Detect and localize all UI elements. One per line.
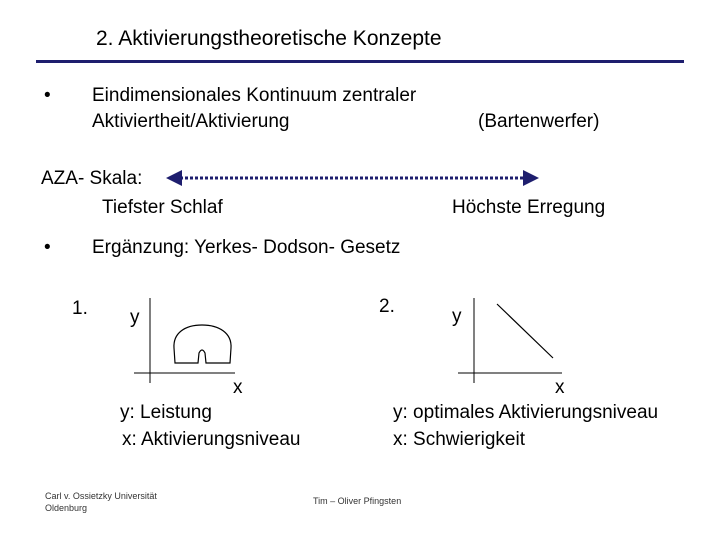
bullet-1-marker: •: [44, 85, 51, 106]
graph-2-legend-y: y: optimales Aktivierungsniveau: [393, 402, 659, 423]
bullet-1-source: (Bartenwerfer): [478, 111, 600, 132]
bullet-1-line-2: Aktiviertheit/Aktivierung: [92, 111, 290, 132]
graph-1-x-axis-label: x: [233, 377, 243, 398]
graph-1-legend-y: y: Leistung: [120, 402, 212, 423]
graph-1-y-axis-label: y: [130, 307, 140, 328]
scale-left-label: Tiefster Schlaf: [102, 197, 223, 218]
footer-author: Tim – Oliver Pfingsten: [313, 496, 402, 506]
graph-2-x-axis-label: x: [555, 377, 565, 398]
graph-2-line: [497, 304, 553, 358]
scale-right-label: Höchste Erregung: [452, 197, 606, 218]
graph-1-axes: [134, 298, 235, 383]
page-title: 2. Aktivierungstheoretische Konzepte: [96, 27, 442, 50]
graph-2-y-axis-label: y: [452, 306, 462, 327]
footer-university-line-2: Oldenburg: [45, 503, 88, 513]
bullet-1-line-1: Eindimensionales Kontinuum zentraler: [92, 85, 417, 106]
graph-1-curve: [174, 325, 231, 363]
graph-2-legend-x: x: Schwierigkeit: [393, 429, 525, 450]
graph-1-legend-x: x: Aktivierungsniveau: [122, 429, 301, 450]
aza-scale-arrow: [166, 170, 539, 186]
graph-2-number: 2.: [379, 296, 395, 317]
graph-2-axes: [458, 298, 562, 383]
graph-1-number: 1.: [72, 298, 88, 319]
scale-label: AZA- Skala:: [41, 168, 143, 189]
bullet-2-marker: •: [44, 237, 51, 258]
bullet-2-text: Ergänzung: Yerkes- Dodson- Gesetz: [92, 237, 401, 258]
footer-university-line-1: Carl v. Ossietzky Universität: [45, 491, 157, 501]
